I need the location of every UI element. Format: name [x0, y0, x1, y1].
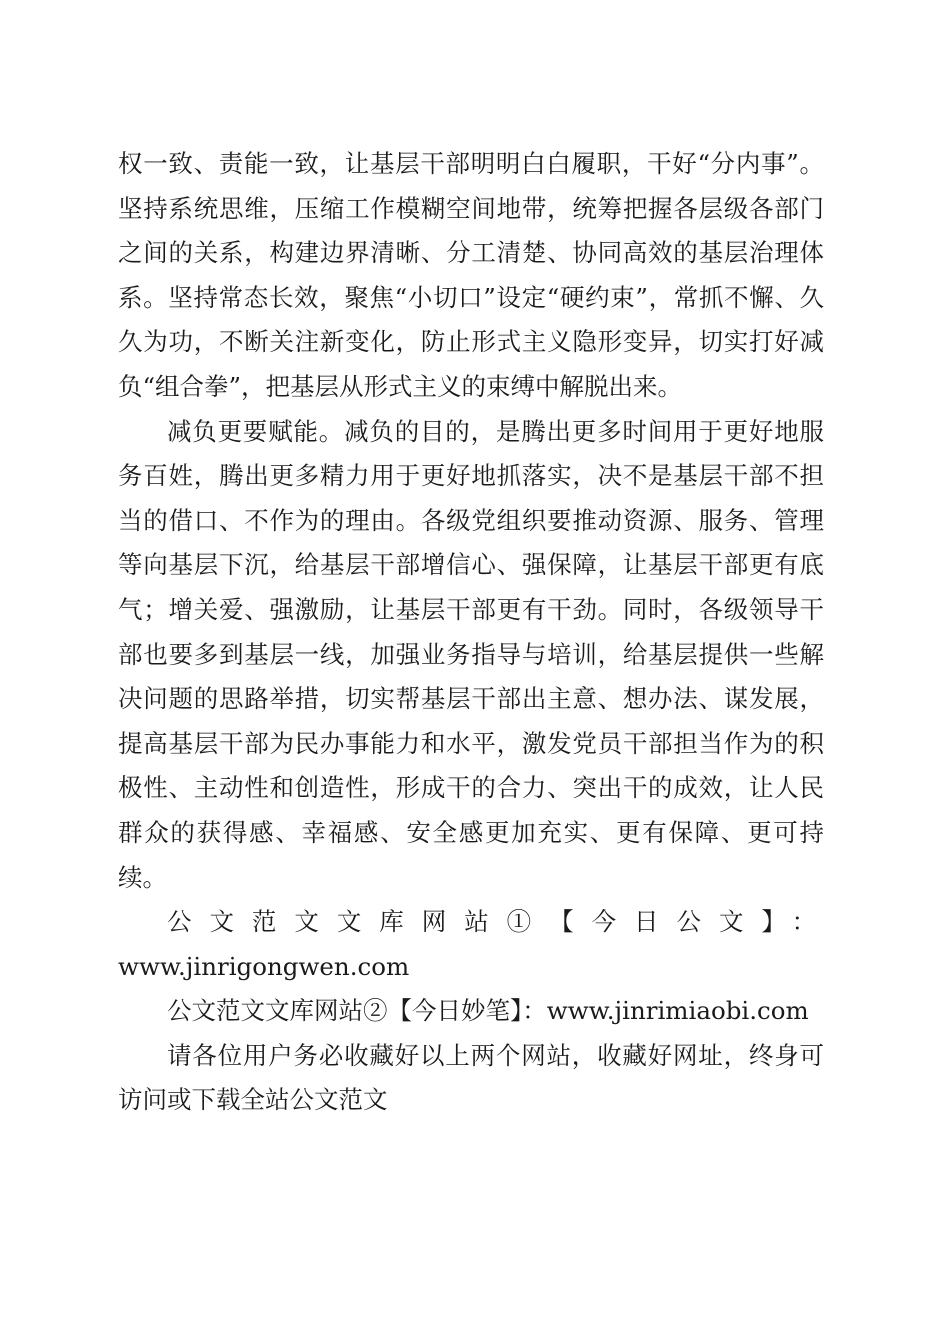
footer-notice: 请各位用户务必收藏好以上两个网站，收藏好网址，终身可访问或下载全站公文范文: [118, 1040, 824, 1115]
footer-site2[interactable]: 公文范文文库网站②【今日妙笔】：www.jinrimiaobi.com: [167, 996, 809, 1026]
paragraph-empowerment: 减负更要赋能。减负的目的，是腾出更多时间用于更好地服务百姓，腾出更多精力用于更好地抓落实，决不是基层干部不担当的借口、不作为的理由。各级党组织要推动资源、服务、管理等向基层下沉，给基层干部增信心、强保障，让基层干部更有底气；增关爱、强激励，让基层干部更有干劲。同时，各级领导干部也要多到基层一线，加强业务指导与培训，给基层提供一些解决问题的思路举措，切实帮基层干部出主意、想办法、谋发展，提高基层干部为民办事能力和水平，激发党员干部担当作为的积极性、主动性和创造性，形成干的合力、突出干的成效，让人民群众的获得感、幸福感、安全感更加充实、更有保障、更可持续。: [118, 416, 824, 892]
paragraph-continuation: 权一致、责能一致，让基层干部明明白白履职，干好“分内事”。坚持系统思维，压缩工作模糊空间地带，统筹把握各层级各部门之间的关系，构建边界清晰、分工清楚、协同高效的基层治理体系。坚持常态长效，聚焦“小切口”设定“硬约束”，常抓不懈、久久为功，不断关注新变化，防止形式主义隐形变异，切实打好减负“组合拳”，把基层从形式主义的束缚中解脱出来。: [118, 149, 824, 401]
footer-site1-url[interactable]: www.jinrigongwen.com: [118, 951, 410, 981]
document-page: [118, 142, 824, 1123]
footer-site1-label: 公文范文文库网站①【今日公文】：: [167, 907, 824, 937]
